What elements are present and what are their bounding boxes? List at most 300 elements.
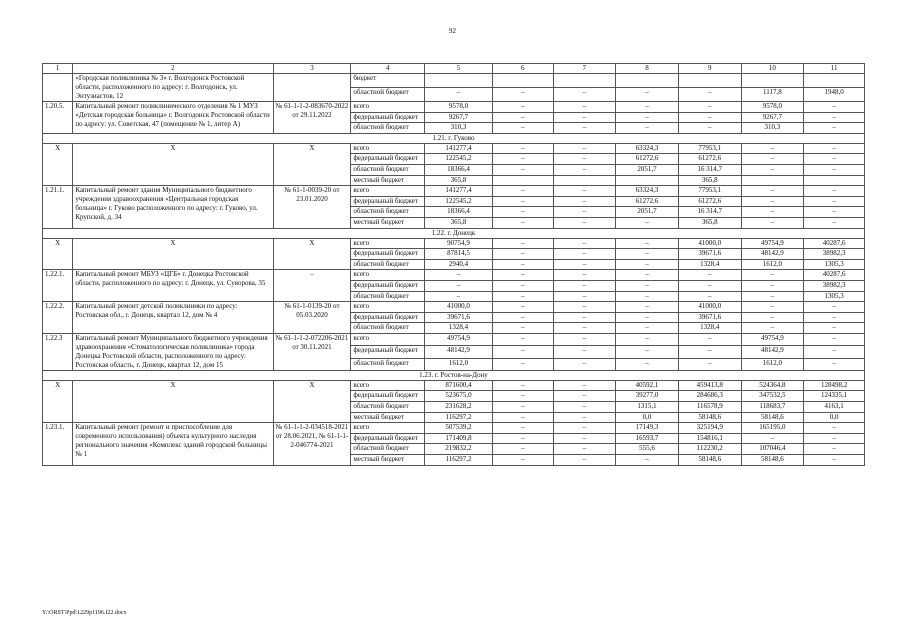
amount-cell: – xyxy=(553,291,616,302)
item-number: 1.21.1. xyxy=(43,186,73,228)
column-header: 6 xyxy=(492,64,553,74)
amount-cell: – xyxy=(553,143,616,154)
amount-cell: 365,8 xyxy=(425,217,493,228)
amount-cell: 49754,9 xyxy=(741,333,804,345)
amount-cell: – xyxy=(492,196,553,207)
amount-cell: 1328,4 xyxy=(678,259,741,270)
amount-cell: – xyxy=(425,291,493,302)
document-ref: № 61-1-0039-20 от 23.01.2020 xyxy=(273,186,351,228)
amount-cell: 116297,2 xyxy=(425,455,493,466)
amount-cell: 2051,7 xyxy=(616,164,679,175)
amount-cell: – xyxy=(553,423,616,434)
amount-cell xyxy=(553,74,616,88)
column-header: 5 xyxy=(425,64,493,74)
document-ref: X xyxy=(273,380,351,422)
object-name: «Городская поликлиника № 3» г. Волгодонск Ростовской области, расположенного по адресу: г. Волгодонск, ул. Энтузиастов, 12 xyxy=(73,74,273,102)
amount-cell: – xyxy=(553,238,616,249)
amount-cell: 118683,7 xyxy=(741,402,804,413)
amount-cell: – xyxy=(492,280,553,291)
column-header: 8 xyxy=(616,64,679,74)
amount-cell: 1612,0 xyxy=(741,358,804,370)
amount-cell xyxy=(804,74,865,88)
amount-cell: – xyxy=(553,402,616,413)
amount-cell: – xyxy=(553,302,616,313)
budget-type: областной бюджет xyxy=(351,358,425,370)
amount-cell: – xyxy=(804,302,865,313)
amount-cell: – xyxy=(616,323,679,334)
budget-type: местный бюджет xyxy=(351,175,425,186)
amount-cell: – xyxy=(804,112,865,123)
amount-cell: – xyxy=(492,323,553,334)
amount-cell: 87814,5 xyxy=(425,249,493,260)
amount-cell: – xyxy=(678,102,741,113)
amount-cell: – xyxy=(492,302,553,313)
amount-cell: – xyxy=(804,433,865,444)
amount-cell: – xyxy=(553,391,616,402)
document-ref: № 61-1-0139-20 от 05.03.2020 xyxy=(273,302,351,334)
amount-cell: – xyxy=(492,164,553,175)
amount-cell: – xyxy=(553,112,616,123)
amount-cell: 58148,6 xyxy=(678,412,741,423)
amount-cell: 523675,0 xyxy=(425,391,493,402)
object-name: X xyxy=(73,143,273,185)
amount-cell: 9578,0 xyxy=(741,102,804,113)
amount-cell: – xyxy=(678,358,741,370)
column-header: 10 xyxy=(741,64,804,74)
amount-cell: – xyxy=(553,196,616,207)
column-header: 3 xyxy=(273,64,351,74)
amount-cell: – xyxy=(553,346,616,358)
amount-cell: – xyxy=(804,346,865,358)
budget-type: бюджет xyxy=(351,74,425,88)
amount-cell: – xyxy=(741,196,804,207)
amount-cell: 165195,0 xyxy=(741,423,804,434)
amount-cell: 112230,2 xyxy=(678,444,741,455)
amount-cell: – xyxy=(492,312,553,323)
amount-cell: 141277,4 xyxy=(425,143,493,154)
amount-cell: – xyxy=(492,123,553,134)
amount-cell: – xyxy=(616,333,679,345)
column-header: 7 xyxy=(553,64,616,74)
amount-cell: 1305,3 xyxy=(804,291,865,302)
item-number: X xyxy=(43,238,73,270)
amount-cell: – xyxy=(553,270,616,281)
section-title: 1.23. г. Ростов-на-Дону xyxy=(43,370,865,380)
amount-cell: – xyxy=(616,312,679,323)
amount-cell xyxy=(425,74,493,88)
table-row xyxy=(43,380,865,391)
amount-cell: 48142,9 xyxy=(741,249,804,260)
budget-type: федеральный бюджет xyxy=(351,249,425,260)
item-number: 1.22.2. xyxy=(43,302,73,334)
amount-cell: – xyxy=(804,333,865,345)
amount-cell: – xyxy=(678,333,741,345)
table-row xyxy=(43,423,865,434)
section-title: 1.22. г. Донецк xyxy=(43,228,865,238)
section-title: 1.21. г. Гуково xyxy=(43,133,865,143)
amount-cell: – xyxy=(616,291,679,302)
budget-type: областной бюджет xyxy=(351,323,425,334)
header-row xyxy=(43,64,865,74)
amount-cell: – xyxy=(553,164,616,175)
amount-cell: – xyxy=(804,196,865,207)
amount-cell: – xyxy=(741,280,804,291)
amount-cell: 871600,4 xyxy=(425,380,493,391)
amount-cell: – xyxy=(553,380,616,391)
document-ref: – xyxy=(273,270,351,302)
section-row xyxy=(43,228,865,238)
amount-cell: – xyxy=(553,444,616,455)
amount-cell: 141277,4 xyxy=(425,186,493,197)
amount-cell: 17149,3 xyxy=(616,423,679,434)
amount-cell: 40287,6 xyxy=(804,238,865,249)
amount-cell: – xyxy=(804,164,865,175)
amount-cell: – xyxy=(616,88,679,102)
amount-cell: 9267,7 xyxy=(741,112,804,123)
amount-cell: – xyxy=(492,249,553,260)
amount-cell: 171409,8 xyxy=(425,433,493,444)
table-row xyxy=(43,302,865,313)
amount-cell: – xyxy=(425,270,493,281)
amount-cell: – xyxy=(492,102,553,113)
amount-cell: 39671,6 xyxy=(678,249,741,260)
amount-cell: – xyxy=(804,123,865,134)
amount-cell: 48142,9 xyxy=(741,346,804,358)
amount-cell: – xyxy=(553,249,616,260)
amount-cell: – xyxy=(804,444,865,455)
table-row xyxy=(43,333,865,345)
amount-cell: – xyxy=(741,433,804,444)
budget-type: всего xyxy=(351,270,425,281)
amount-cell xyxy=(678,74,741,88)
amount-cell: – xyxy=(678,280,741,291)
amount-cell: – xyxy=(616,102,679,113)
budget-type: областной бюджет xyxy=(351,291,425,302)
amount-cell: 122545,2 xyxy=(425,154,493,165)
amount-cell: – xyxy=(741,164,804,175)
amount-cell: 128498,2 xyxy=(804,380,865,391)
amount-cell: – xyxy=(678,346,741,358)
amount-cell: – xyxy=(425,280,493,291)
amount-cell: – xyxy=(616,259,679,270)
amount-cell: – xyxy=(492,391,553,402)
amount-cell: – xyxy=(678,123,741,134)
file-path-footer: Y:\ORST\Ppd\1229p1196.f22.docx xyxy=(42,610,127,616)
amount-cell: 58148,6 xyxy=(741,455,804,466)
item-number: 1.22.1. xyxy=(43,270,73,302)
amount-cell: 555,6 xyxy=(616,444,679,455)
amount-cell: – xyxy=(804,312,865,323)
document-ref: X xyxy=(273,143,351,185)
section-row xyxy=(43,133,865,143)
amount-cell: – xyxy=(804,143,865,154)
amount-cell: – xyxy=(804,423,865,434)
amount-cell: – xyxy=(553,323,616,334)
amount-cell: 39277,0 xyxy=(616,391,679,402)
amount-cell: – xyxy=(492,259,553,270)
amount-cell: – xyxy=(616,358,679,370)
budget-type: областной бюджет xyxy=(351,123,425,134)
amount-cell: 0,0 xyxy=(616,412,679,423)
amount-cell: – xyxy=(553,433,616,444)
object-name: Капитальный ремонт МБУЗ «ЦГБ» г. Донецка Ростовской области, расположенного по адресу: г. Донецк, ул. Суворова, 35 xyxy=(73,270,273,302)
amount-cell: 49754,9 xyxy=(425,333,493,345)
budget-type: местный бюджет xyxy=(351,455,425,466)
amount-cell: – xyxy=(553,102,616,113)
column-header: 9 xyxy=(678,64,741,74)
amount-cell: 347532,5 xyxy=(741,391,804,402)
amount-cell: 310,3 xyxy=(741,123,804,134)
amount-cell: 219832,2 xyxy=(425,444,493,455)
amount-cell: – xyxy=(553,312,616,323)
amount-cell: 1612,0 xyxy=(741,259,804,270)
document-ref: № 61-1-1-2-034518-2021 от 28.06.2021, № 61-1-1-2-046774-2021 xyxy=(273,423,351,465)
amount-cell: 61272,6 xyxy=(678,196,741,207)
budget-type: местный бюджет xyxy=(351,412,425,423)
item-number: X xyxy=(43,380,73,422)
amount-cell: – xyxy=(804,217,865,228)
amount-cell: – xyxy=(616,217,679,228)
table-row xyxy=(43,143,865,154)
amount-cell: – xyxy=(553,259,616,270)
amount-cell: 90754,9 xyxy=(425,238,493,249)
amount-cell: – xyxy=(616,112,679,123)
budget-type: федеральный бюджет xyxy=(351,312,425,323)
amount-cell: 507539,2 xyxy=(425,423,493,434)
table-row xyxy=(43,238,865,249)
amount-cell: – xyxy=(741,207,804,218)
object-name: Капитальный ремонт Муниципального бюджетного учреждения здравоохранения «Стоматологическая поликлиника» города Донецка Ростовской области, расположенного по адресу: Ростовская область, г. Донецк, квартал 12, дом 15 xyxy=(73,333,273,370)
amount-cell: 39671,6 xyxy=(678,312,741,323)
budget-type: федеральный бюджет xyxy=(351,154,425,165)
amount-cell: 9578,0 xyxy=(425,102,493,113)
amount-cell: – xyxy=(492,358,553,370)
amount-cell: – xyxy=(804,358,865,370)
budget-type: областной бюджет xyxy=(351,259,425,270)
amount-cell: 77953,1 xyxy=(678,186,741,197)
amount-cell: – xyxy=(741,302,804,313)
table-row xyxy=(43,102,865,113)
document-ref: № 61-1-1-2-072206-2021 от 30.11.2021 xyxy=(273,333,351,370)
amount-cell: 1612,0 xyxy=(425,358,493,370)
amount-cell: 124335,1 xyxy=(804,391,865,402)
amount-cell: 1117,8 xyxy=(741,88,804,102)
amount-cell: 365,8 xyxy=(678,217,741,228)
budget-type: всего xyxy=(351,238,425,249)
amount-cell: 18366,4 xyxy=(425,164,493,175)
table-row xyxy=(43,74,865,88)
amount-cell: 49754,9 xyxy=(741,238,804,249)
object-name: X xyxy=(73,380,273,422)
amount-cell: 2940,4 xyxy=(425,259,493,270)
amount-cell: 107046,4 xyxy=(741,444,804,455)
amount-cell: – xyxy=(741,143,804,154)
amount-cell: – xyxy=(616,249,679,260)
amount-cell: – xyxy=(616,123,679,134)
amount-cell: – xyxy=(492,444,553,455)
budget-type: всего xyxy=(351,186,425,197)
budget-type: местный бюджет xyxy=(351,217,425,228)
amount-cell: – xyxy=(804,323,865,334)
amount-cell xyxy=(492,175,553,186)
amount-cell: – xyxy=(492,207,553,218)
amount-cell: – xyxy=(492,346,553,358)
amount-cell: 61272,6 xyxy=(616,154,679,165)
amount-cell: 1948,0 xyxy=(804,88,865,102)
amount-cell: – xyxy=(492,423,553,434)
budget-type: областной бюджет xyxy=(351,88,425,102)
amount-cell: – xyxy=(741,186,804,197)
amount-cell: 16 314,7 xyxy=(678,164,741,175)
amount-cell: – xyxy=(492,154,553,165)
amount-cell: 40592,1 xyxy=(616,380,679,391)
amount-cell: 77953,1 xyxy=(678,143,741,154)
amount-cell: – xyxy=(741,217,804,228)
amount-cell: – xyxy=(616,455,679,466)
amount-cell: – xyxy=(553,358,616,370)
amount-cell: – xyxy=(678,88,741,102)
amount-cell: – xyxy=(553,280,616,291)
amount-cell: 58148,6 xyxy=(678,455,741,466)
amount-cell: – xyxy=(616,302,679,313)
amount-cell: 310,3 xyxy=(425,123,493,134)
amount-cell: 58148,6 xyxy=(741,412,804,423)
document-ref: X xyxy=(273,238,351,270)
amount-cell: – xyxy=(616,238,679,249)
table-row xyxy=(43,270,865,281)
amount-cell: 0,0 xyxy=(804,412,865,423)
amount-cell: – xyxy=(492,270,553,281)
budget-type: областной бюджет xyxy=(351,207,425,218)
amount-cell: – xyxy=(553,207,616,218)
item-number: 1.22.3 xyxy=(43,333,73,370)
amount-cell: – xyxy=(804,186,865,197)
amount-cell: – xyxy=(804,455,865,466)
amount-cell: – xyxy=(492,112,553,123)
budget-type: федеральный бюджет xyxy=(351,433,425,444)
object-name: Капитальный ремонт поликлинического отделения № 1 МУЗ «Детская городская больница» г. Волгодонск Ростовской области по адресу: ул. Советская, 47 (помещение № 1, литер А) xyxy=(73,102,273,134)
amount-cell: 231628,2 xyxy=(425,402,493,413)
amount-cell: 4163,1 xyxy=(804,402,865,413)
object-name: X xyxy=(73,238,273,270)
amount-cell: – xyxy=(492,412,553,423)
item-number xyxy=(43,74,73,102)
amount-cell: – xyxy=(678,291,741,302)
amount-cell: 38982,3 xyxy=(804,249,865,260)
amount-cell: 1305,3 xyxy=(804,259,865,270)
amount-cell: – xyxy=(678,112,741,123)
amount-cell: – xyxy=(741,312,804,323)
amount-cell: – xyxy=(804,154,865,165)
amount-cell: 63324,3 xyxy=(616,186,679,197)
amount-cell: 63324,3 xyxy=(616,143,679,154)
amount-cell: – xyxy=(553,123,616,134)
amount-cell: – xyxy=(492,291,553,302)
budget-type: федеральный бюджет xyxy=(351,112,425,123)
amount-cell: – xyxy=(553,88,616,102)
column-header: 11 xyxy=(804,64,865,74)
amount-cell: 154816,1 xyxy=(678,433,741,444)
amount-cell: 284686,3 xyxy=(678,391,741,402)
budget-type: всего xyxy=(351,380,425,391)
budget-type: всего xyxy=(351,102,425,113)
amount-cell: – xyxy=(553,186,616,197)
amount-cell xyxy=(741,74,804,88)
amount-cell: – xyxy=(492,217,553,228)
budget-table xyxy=(42,63,865,466)
amount-cell xyxy=(741,175,804,186)
column-header: 1 xyxy=(43,64,73,74)
amount-cell: – xyxy=(616,346,679,358)
amount-cell: 365,8 xyxy=(678,175,741,186)
item-number: 1.20.5. xyxy=(43,102,73,134)
amount-cell: 41000,0 xyxy=(678,302,741,313)
amount-cell: – xyxy=(492,238,553,249)
amount-cell: – xyxy=(492,143,553,154)
document-ref: № 61-1-1-2-083670-2022 от 29.11.2022 xyxy=(273,102,351,134)
amount-cell: 16593,7 xyxy=(616,433,679,444)
column-header: 4 xyxy=(351,64,425,74)
column-header: 2 xyxy=(73,64,273,74)
amount-cell: 9267,7 xyxy=(425,112,493,123)
amount-cell: – xyxy=(741,291,804,302)
budget-type: федеральный бюджет xyxy=(351,391,425,402)
amount-cell: – xyxy=(492,88,553,102)
object-name: Капитальный ремонт здания Муниципального бюджетного учреждения здравоохранения «Центральная городская больница» г. Гуково расположенного по адресу: г. Гуково, ул. Крупской, д. 34 xyxy=(73,186,273,228)
amount-cell: 48142,9 xyxy=(425,346,493,358)
amount-cell xyxy=(553,175,616,186)
amount-cell: – xyxy=(492,455,553,466)
object-name: Капитальный ремонт (ремонт и приспособление для современного использования) объекта культурного наследия регионального значения «Комплекс зданий городской больницы № 1 xyxy=(73,423,273,465)
budget-type: областной бюджет xyxy=(351,164,425,175)
amount-cell: 325194,9 xyxy=(678,423,741,434)
item-number: X xyxy=(43,143,73,185)
amount-cell: 38982,3 xyxy=(804,280,865,291)
amount-cell: 1328,4 xyxy=(425,323,493,334)
amount-cell: – xyxy=(678,270,741,281)
amount-cell: – xyxy=(741,323,804,334)
amount-cell: 61272,6 xyxy=(678,154,741,165)
amount-cell: – xyxy=(553,333,616,345)
amount-cell: 2051,7 xyxy=(616,207,679,218)
amount-cell: – xyxy=(616,270,679,281)
amount-cell: – xyxy=(425,88,493,102)
amount-cell: – xyxy=(741,270,804,281)
amount-cell: 41000,0 xyxy=(678,238,741,249)
amount-cell: – xyxy=(553,217,616,228)
object-name: Капитальный ремонт детской поликлиники по адресу: Ростовская обл., г. Донецк, квартал 12, дом № 4 xyxy=(73,302,273,334)
amount-cell: 1328,4 xyxy=(678,323,741,334)
amount-cell: 1315,1 xyxy=(616,402,679,413)
amount-cell: 116297,2 xyxy=(425,412,493,423)
budget-type: федеральный бюджет xyxy=(351,346,425,358)
item-number: 1.23.1. xyxy=(43,423,73,465)
document-ref xyxy=(273,74,351,102)
amount-cell xyxy=(804,175,865,186)
budget-type: всего xyxy=(351,333,425,345)
amount-cell: – xyxy=(741,154,804,165)
amount-cell: – xyxy=(492,433,553,444)
section-row xyxy=(43,370,865,380)
amount-cell: – xyxy=(616,280,679,291)
budget-type: всего xyxy=(351,423,425,434)
amount-cell: 122545,2 xyxy=(425,196,493,207)
amount-cell xyxy=(616,175,679,186)
amount-cell: – xyxy=(492,402,553,413)
budget-type: федеральный бюджет xyxy=(351,280,425,291)
amount-cell: – xyxy=(804,207,865,218)
budget-type: областной бюджет xyxy=(351,402,425,413)
